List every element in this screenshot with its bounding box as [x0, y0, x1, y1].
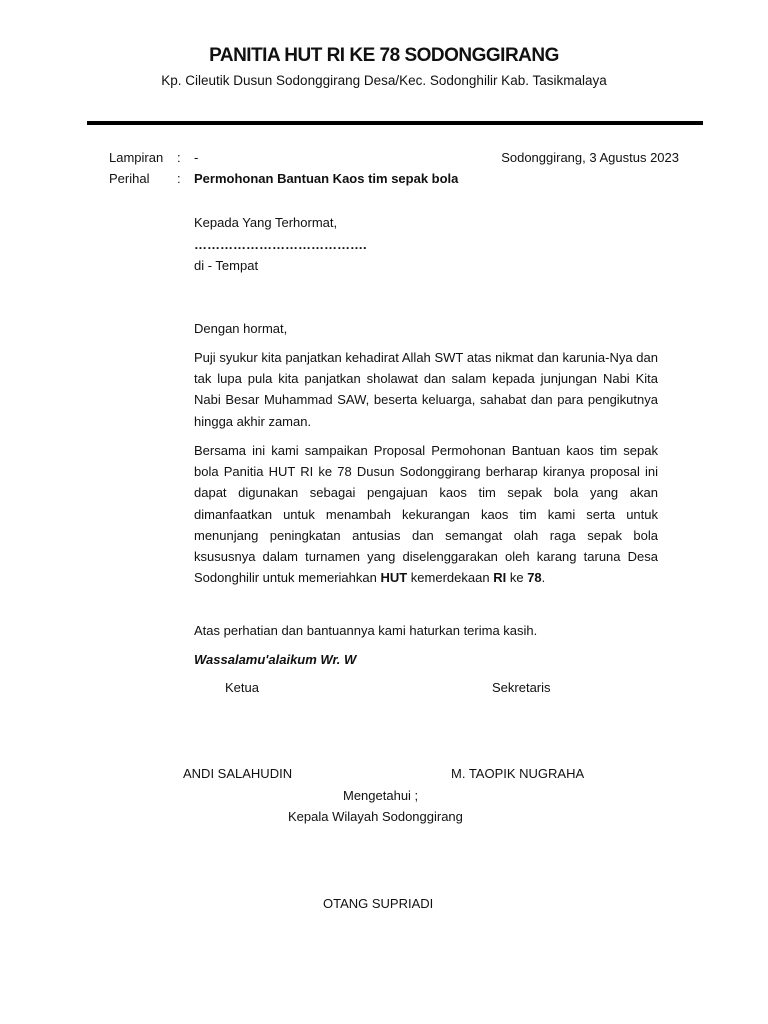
- hut-bold: HUT: [380, 570, 408, 586]
- number-78-bold: 78: [527, 570, 542, 586]
- kemerdekaan-text: kemerdekaan: [410, 570, 490, 586]
- kepala-name: OTANG SUPRIADI: [323, 896, 434, 911]
- ri-bold: RI: [493, 570, 507, 586]
- perihal-colon: :: [177, 171, 181, 186]
- paragraph-3: Atas perhatian dan bantuannya kami haturkan terima kasih.: [194, 623, 538, 638]
- perihal-label: Perihal: [109, 171, 150, 186]
- ke-text: ke: [509, 570, 524, 586]
- recipient-line1: Kepada Yang Terhormat,: [194, 215, 338, 230]
- greeting: Dengan hormat,: [194, 321, 288, 336]
- kepala-title: Kepala Wilayah Sodonggirang: [288, 809, 463, 824]
- letter-date: Sodonggirang, 3 Agustus 2023: [501, 150, 679, 165]
- mengetahui-label: Mengetahui ;: [343, 788, 419, 803]
- recipient-line3: di - Tempat: [194, 258, 259, 273]
- sekretaris-name: M. TAOPIK NUGRAHA: [451, 766, 585, 781]
- closing-salutation: Wassalamu'alaikum Wr. W: [194, 652, 357, 667]
- letterhead-org-name: PANITIA HUT RI KE 78 SODONGGIRANG: [209, 45, 559, 66]
- period: .: [541, 570, 546, 586]
- lampiran-label: Lampiran: [109, 150, 164, 165]
- ketua-title: Ketua: [225, 680, 259, 695]
- perihal-value: Permohonan Bantuan Kaos tim sepak bola: [194, 171, 459, 186]
- sekretaris-title: Sekretaris: [492, 680, 551, 695]
- lampiran-value: -: [194, 150, 199, 165]
- letterhead-address: Kp. Cileutik Dusun Sodonggirang Desa/Kec. Sodonghilir Kab. Tasikmalaya: [161, 73, 607, 88]
- recipient-placeholder: ………………………………….: [194, 237, 367, 252]
- letterhead-rule: [87, 121, 703, 125]
- lampiran-colon: :: [177, 150, 181, 165]
- paragraph-1: Puji syukur kita panjatkan kehadirat Allah SWT atas nikmat dan karunia-Nya dan tak lupa pula kita panjatkan sholawat dan salam kepada junjungan Nabi Kita Nabi Besar Muhammad SAW, beserta keluarga, sahabat dan para pengikutnya hingga akhir zaman.: [194, 350, 658, 429]
- paragraph-2-text: Bersama ini kami sampaikan Proposal Permohonan Bantuan kaos tim sepak bola Panitia HUT RI ke 78 Dusun Sodonggirang berharap kiranya proposal ini dapat digunakan sebagai pengajuan kaos tim sepak bola yang akan dimanfaatkan untuk menambah kekurangan kaos tim kami serta untuk menunjang peningkatan antusias dan semangat olah raga sepak bola ksususnya dalam turnamen yang diselenggarakan oleh karang taruna Desa Sodonghilir untuk memeriahkan: [194, 443, 658, 586]
- paragraph-2: [194, 440, 658, 588]
- ketua-name: ANDI SALAHUDIN: [183, 766, 293, 781]
